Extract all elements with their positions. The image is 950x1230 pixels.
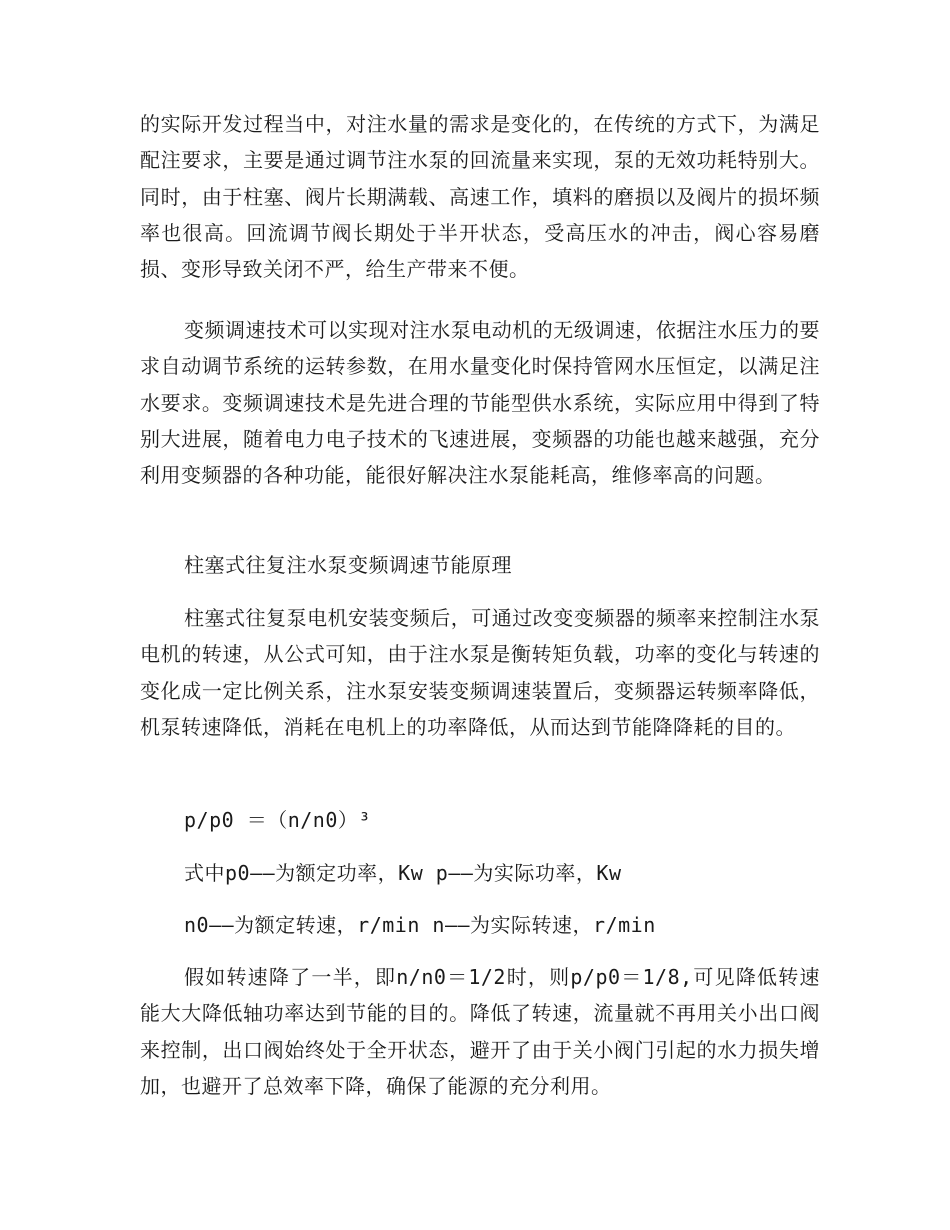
paragraph-1: 的实际开发过程当中，对注水量的需求是变化的，在传统的方式下，为满足配注要求，主要是通过调节注水泵的回流量来实现，泵的无效功耗特别大。同时，由于柱塞、阀片长期满载、高速工作，填料的磨损以及阀片的损坏频率也很高。回流调节阀长期处于半开状态，受高压水的冲击，阀心容易磨损、变形导致关闭不严，给生产带来不便。	[140, 112, 820, 282]
paragraph-3: 柱塞式往复泵电机安装变频后，可通过改变变频器的频率来控制注水泵电机的转速，从公式可知，由于注水泵是衡转矩负载，功率的变化与转速的变化成一定比例关系，注水泵安装变频调速装置后，变频器运转频率降低，机泵转速降低，消耗在电机上的功率降低，从而达到节能降降耗的目的。	[140, 606, 820, 739]
formula: p/p0 ＝（n/n0）³	[184, 808, 371, 832]
definition-power: 式中p0——为额定功率，Kw p——为实际功率，Kw	[184, 861, 622, 885]
section-heading: 柱塞式往复注水泵变频调速节能原理	[184, 553, 512, 577]
paragraph-4: 假如转速降了一半，即n/n0＝1/2时，则p/p0＝1/8,可见降低转速能大大降低轴功率达到节能的目的。降低了转速，流量就不再用关小出口阀来控制，出口阀始终处于全开状态，避开了由于关小阀门引起的水力损失增加，也避开了总效率下降，确保了能源的充分利用。	[140, 965, 820, 1098]
paragraph-2: 变频调速技术可以实现对注水泵电动机的无级调速，依据注水压力的要求自动调节系统的运转参数，在用水量变化时保持管网水压恒定，以满足注水要求。变频调速技术是先进合理的节能型供水系统，实际应用中得到了特别大进展，随着电力电子技术的飞速进展，变频器的功能也越来越强，充分利用变频器的各种功能，能很好解决注水泵能耗高，维修率高的问题。	[140, 318, 820, 488]
definition-speed: n0——为额定转速，r/min n——为实际转速，r/min	[184, 913, 656, 937]
